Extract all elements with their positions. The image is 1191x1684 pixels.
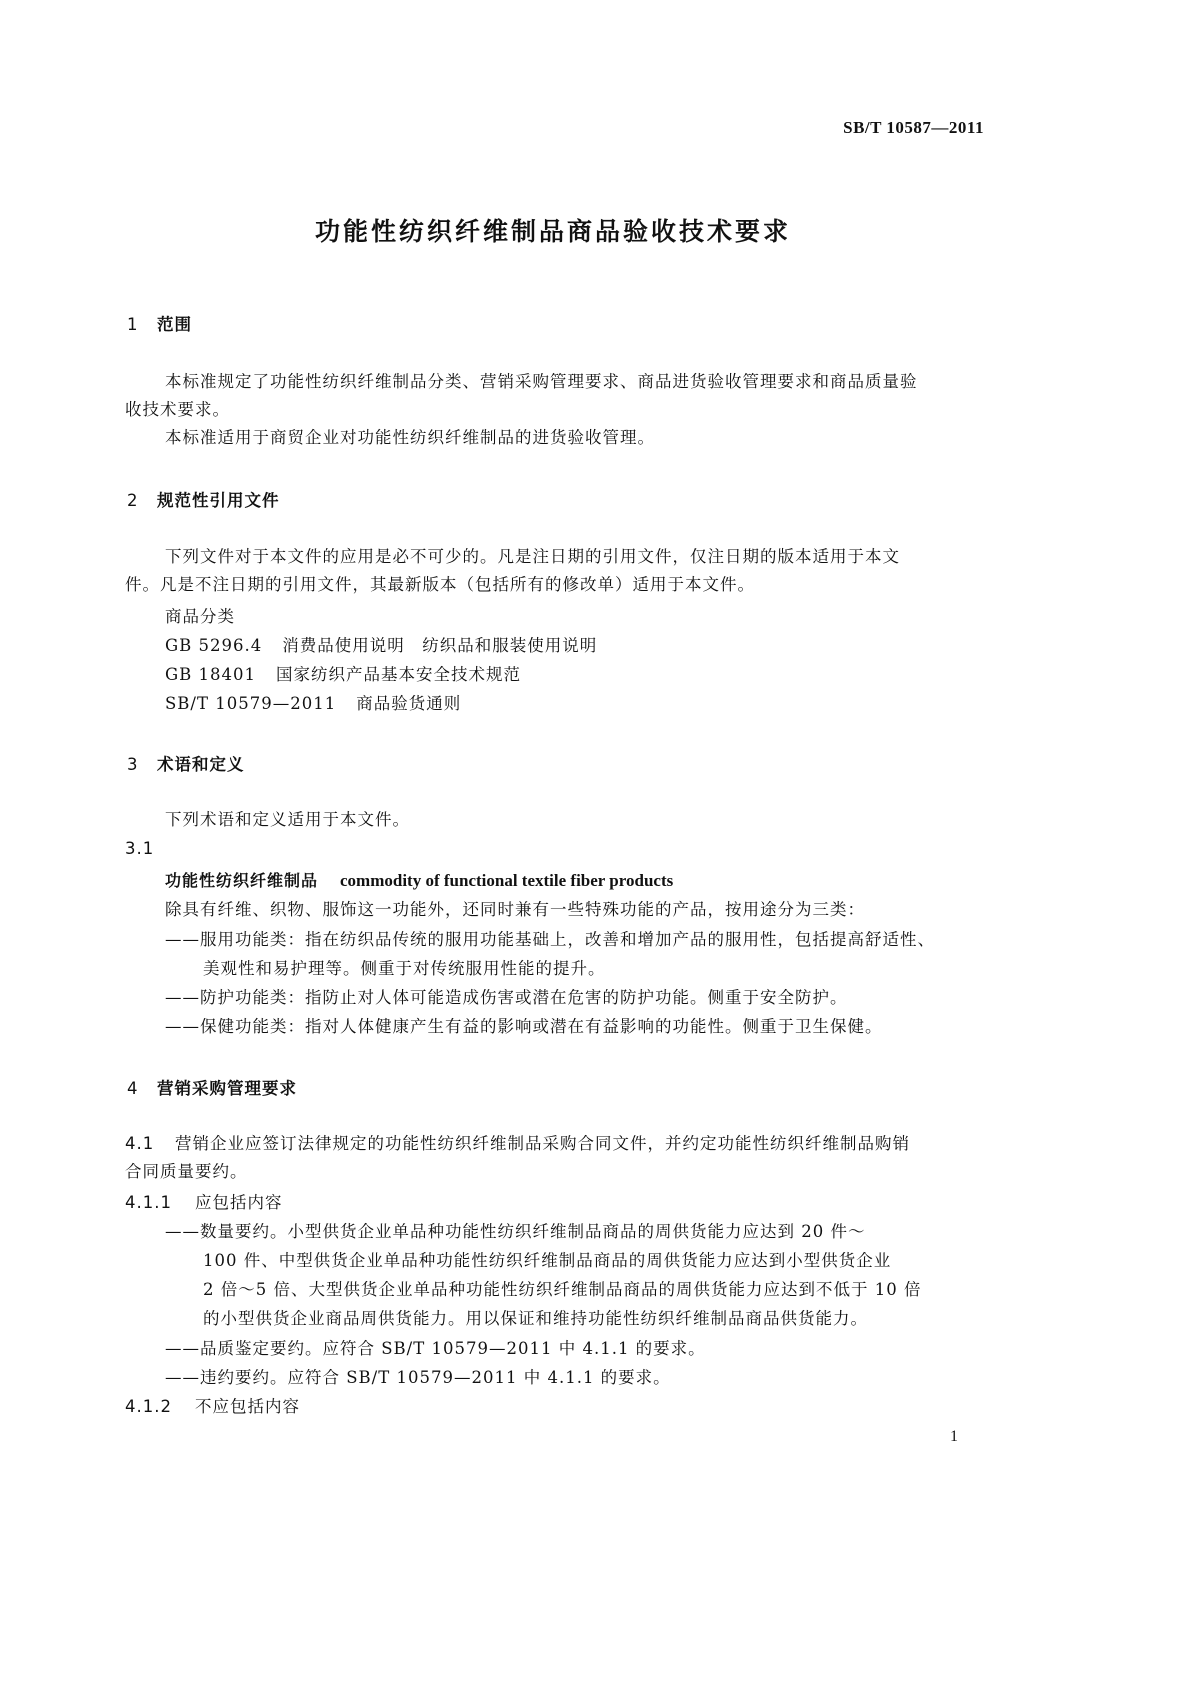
reference-title: 商品分类 [165, 607, 235, 626]
section-number: 3 [127, 755, 139, 774]
section-title: 范围 [157, 315, 192, 334]
reference-title: 消费品使用说明 纺织品和服装使用说明 [282, 636, 598, 655]
subsection-number: 4.1.1 [125, 1193, 172, 1212]
term-chinese: 功能性纺织纤维制品 [165, 871, 319, 890]
paragraph: 件。凡是不注日期的引用文件，其最新版本（包括所有的修改单）适用于本文件。 [125, 575, 755, 594]
reference-title: 国家纺织产品基本安全技术规范 [276, 665, 522, 684]
section-1-heading [127, 311, 192, 335]
subsection-number: 4.1 [125, 1134, 155, 1153]
reference-item [165, 690, 461, 714]
subsection-title: 不应包括内容 [195, 1397, 300, 1416]
reference-code: SB/T 10579—2011 [165, 694, 337, 713]
reference-code: GB 5296.4 [165, 636, 263, 655]
term-entry [165, 868, 673, 891]
reference-item [165, 661, 521, 685]
paragraph: 合同质量要约。 [125, 1162, 248, 1181]
reference-code: GB 18401 [165, 665, 257, 684]
list-item-continuation: 2 倍～5 倍、大型供货企业单品种功能性纺织纤维制品商品的周供货能力应达到不低于 10 倍 [203, 1280, 922, 1299]
list-item: ——服用功能类：指在纺织品传统的服用功能基础上，改善和增加产品的服用性，包括提高舒适性、 [165, 930, 935, 949]
list-item: ——保健功能类：指对人体健康产生有益的影响或潜在有益影响的功能性。侧重于卫生保健。 [165, 1017, 883, 1036]
definition: 除具有纤维、织物、服饰这一功能外，还同时兼有一些特殊功能的产品，按用途分为三类： [165, 900, 865, 919]
list-item-continuation: 的小型供货企业商品周供货能力。用以保证和维持功能性纺织纤维制品商品供货能力。 [203, 1309, 868, 1328]
section-title: 营销采购管理要求 [157, 1079, 297, 1098]
paragraph: 下列术语和定义适用于本文件。 [165, 810, 410, 829]
paragraph: 本标准适用于商贸企业对功能性纺织纤维制品的进货验收管理。 [165, 428, 655, 447]
section-number: 4 [127, 1079, 139, 1098]
subsection-number: 3.1 [125, 839, 155, 858]
subsection-title: 应包括内容 [195, 1193, 283, 1212]
section-3-heading [127, 751, 245, 775]
section-4-heading [127, 1075, 297, 1099]
paragraph: 营销企业应签订法律规定的功能性纺织纤维制品采购合同文件，并约定功能性纺织纤维制品购销 [175, 1134, 910, 1153]
reference-item [165, 603, 235, 627]
reference-title: 商品验货通则 [356, 694, 462, 713]
reference-item [165, 632, 597, 656]
term-english: commodity of functional textile fiber products [340, 871, 674, 890]
list-item-continuation: 美观性和易护理等。侧重于对传统服用性能的提升。 [203, 959, 606, 978]
list-item: ——品质鉴定要约。应符合 SB/T 10579—2011 中 4.1.1 的要求。 [165, 1339, 706, 1358]
page-number: 1 [950, 1428, 958, 1445]
list-item: ——防护功能类：指防止对人体可能造成伤害或潜在危害的防护功能。侧重于安全防护。 [165, 988, 848, 1007]
section-title: 规范性引用文件 [157, 491, 280, 510]
section-number: 1 [127, 315, 139, 334]
section-number: 2 [127, 491, 139, 510]
list-item: ——数量要约。小型供货企业单品种功能性纺织纤维制品商品的周供货能力应达到 20 件～ [165, 1222, 866, 1241]
document-title: 功能性纺织纤维制品商品验收技术要求 [314, 217, 791, 246]
list-item: ——违约要约。应符合 SB/T 10579—2011 中 4.1.1 的要求。 [165, 1368, 671, 1387]
list-item-continuation: 100 件、中型供货企业单品种功能性纺织纤维制品商品的周供货能力应达到小型供货企业 [203, 1251, 892, 1270]
section-title: 术语和定义 [157, 755, 245, 774]
subsection-number: 4.1.2 [125, 1397, 172, 1416]
standard-code: SB/T 10587—2011 [843, 118, 984, 137]
paragraph: 本标准规定了功能性纺织纤维制品分类、营销采购管理要求、商品进货验收管理要求和商品质量验 [165, 372, 918, 391]
section-2-heading [127, 487, 280, 511]
paragraph: 下列文件对于本文件的应用是必不可少的。凡是注日期的引用文件，仅注日期的版本适用于本文 [165, 547, 900, 566]
paragraph: 收技术要求。 [125, 400, 230, 419]
